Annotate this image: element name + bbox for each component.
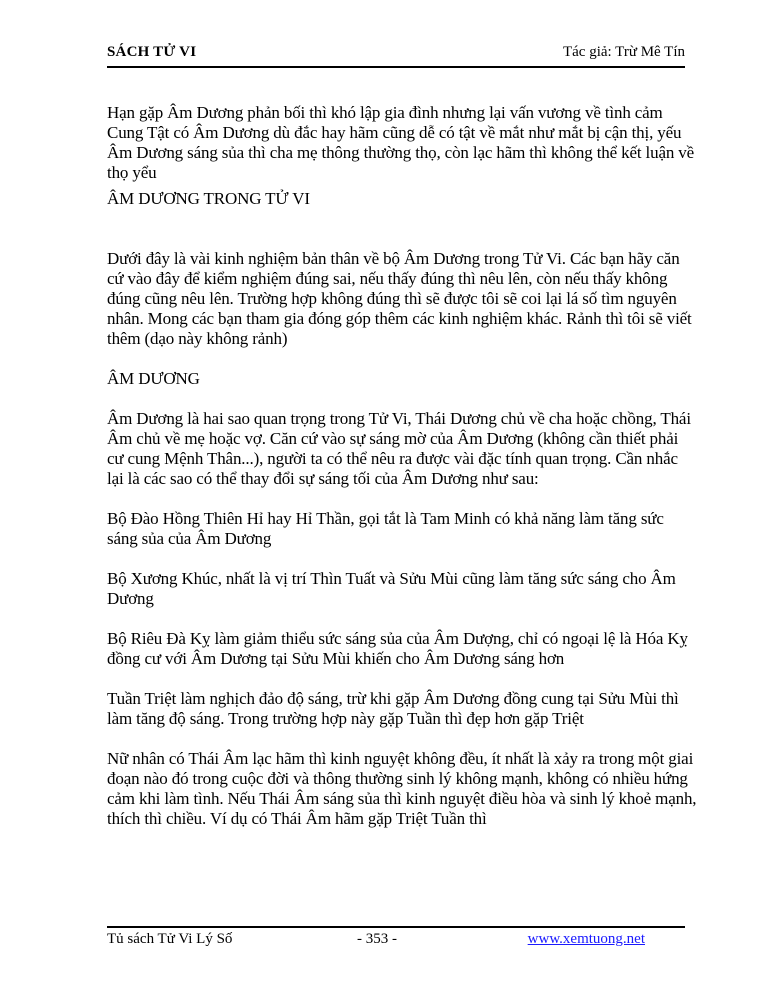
- paragraph: Bộ Đào Hồng Thiên Hỉ hay Hỉ Thần, gọi tắt là Tam Minh có khả năng làm tăng sức sáng sủa của Âm Dương: [107, 509, 664, 548]
- page-body: [107, 103, 697, 829]
- paragraph: Bộ Riêu Đà Kỵ làm giảm thiểu sức sáng sủa của Âm Dượng, chỉ có ngoại lệ là Hóa Kỵ đồng cư với Âm Dương tại Sửu Mùi khiến cho Âm Dương sáng hơn: [107, 629, 688, 668]
- paragraph: Bộ Xương Khúc, nhất là vị trí Thìn Tuất và Sửu Mùi cũng làm tăng sức sáng cho Âm Dương: [107, 569, 676, 608]
- section-heading: ÂM DƯƠNG: [107, 369, 200, 388]
- website-link[interactable]: www.xemtuong.net: [527, 931, 645, 947]
- page-number: - 353 -: [357, 931, 397, 947]
- paragraph: Âm Dương sáng sủa thì cha mẹ thông thường thọ, còn lạc hãm thì không thể kết luận về thọ yểu: [107, 143, 695, 182]
- page-footer: [107, 926, 685, 950]
- paragraph: Nữ nhân có Thái Âm lạc hãm thì kinh nguyệt không đều, ít nhất là xảy ra trong một giai đoạn nào đó trong cuộc đời và thông thường sinh lý không mạnh, không có nhiều hứng cảm khi làm tình. Nếu Thái Âm sáng sủa thì kinh nguyệt điều hòa và sinh lý khoẻ mạnh, thích thì chiều. Ví dụ có Thái Âm hãm gặp Triệt Tuần thì: [107, 749, 697, 828]
- book-title: SÁCH TỬ VI: [107, 44, 197, 60]
- page-header: [107, 44, 685, 68]
- paragraph: Tuần Triệt làm nghịch đảo độ sáng, trừ khi gặp Âm Dương đồng cung tại Sửu Mùi thì làm tăng độ sáng. Trong trường hợp này gặp Tuần thì đẹp hơn gặp Triệt: [107, 689, 679, 728]
- paragraph: Hạn gặp Âm Dương phản bối thì khó lập gia đình nhưng lại vấn vương về tình cảm: [107, 103, 663, 122]
- paragraph: Cung Tật có Âm Dương dù đắc hay hãm cũng dễ có tật về mắt như mắt bị cận thị, yếu: [107, 123, 682, 142]
- series-title: Tủ sách Tử Vi Lý Số: [107, 931, 233, 947]
- paragraph: Dưới đây là vài kinh nghiệm bản thân về bộ Âm Dương trong Tử Vi. Các bạn hãy căn cứ vào đây để kiểm nghiệm đúng sai, nếu thấy đúng thì nêu lên, còn nếu thấy không đúng cũng nêu lên. Trường hợp không đúng thì sẽ được tôi sẽ coi lại lá số tìm nguyên nhân. Mong các bạn tham gia đóng góp thêm các kinh nghiệm khác. Rảnh thì tôi sẽ viết thêm (dạo này không rảnh): [107, 249, 692, 348]
- section-heading: ÂM DƯƠNG TRONG TỬ VI: [107, 189, 310, 208]
- author-credit: Tác giả: Trừ Mê Tín: [562, 44, 685, 60]
- paragraph: Âm Dương là hai sao quan trọng trong Tử Vi, Thái Dương chủ về cha hoặc chồng, Thái Âm chủ về mẹ hoặc vợ. Căn cứ vào sự sáng mờ của Âm Dương (không cần thiết phải cư cung Mệnh Thân...), người ta có thể nêu ra được vài đặc tính quan trọng. Cần nhắc lại là các sao có thể thay đổi sự sáng tối của Âm Dương như sau:: [107, 409, 691, 488]
